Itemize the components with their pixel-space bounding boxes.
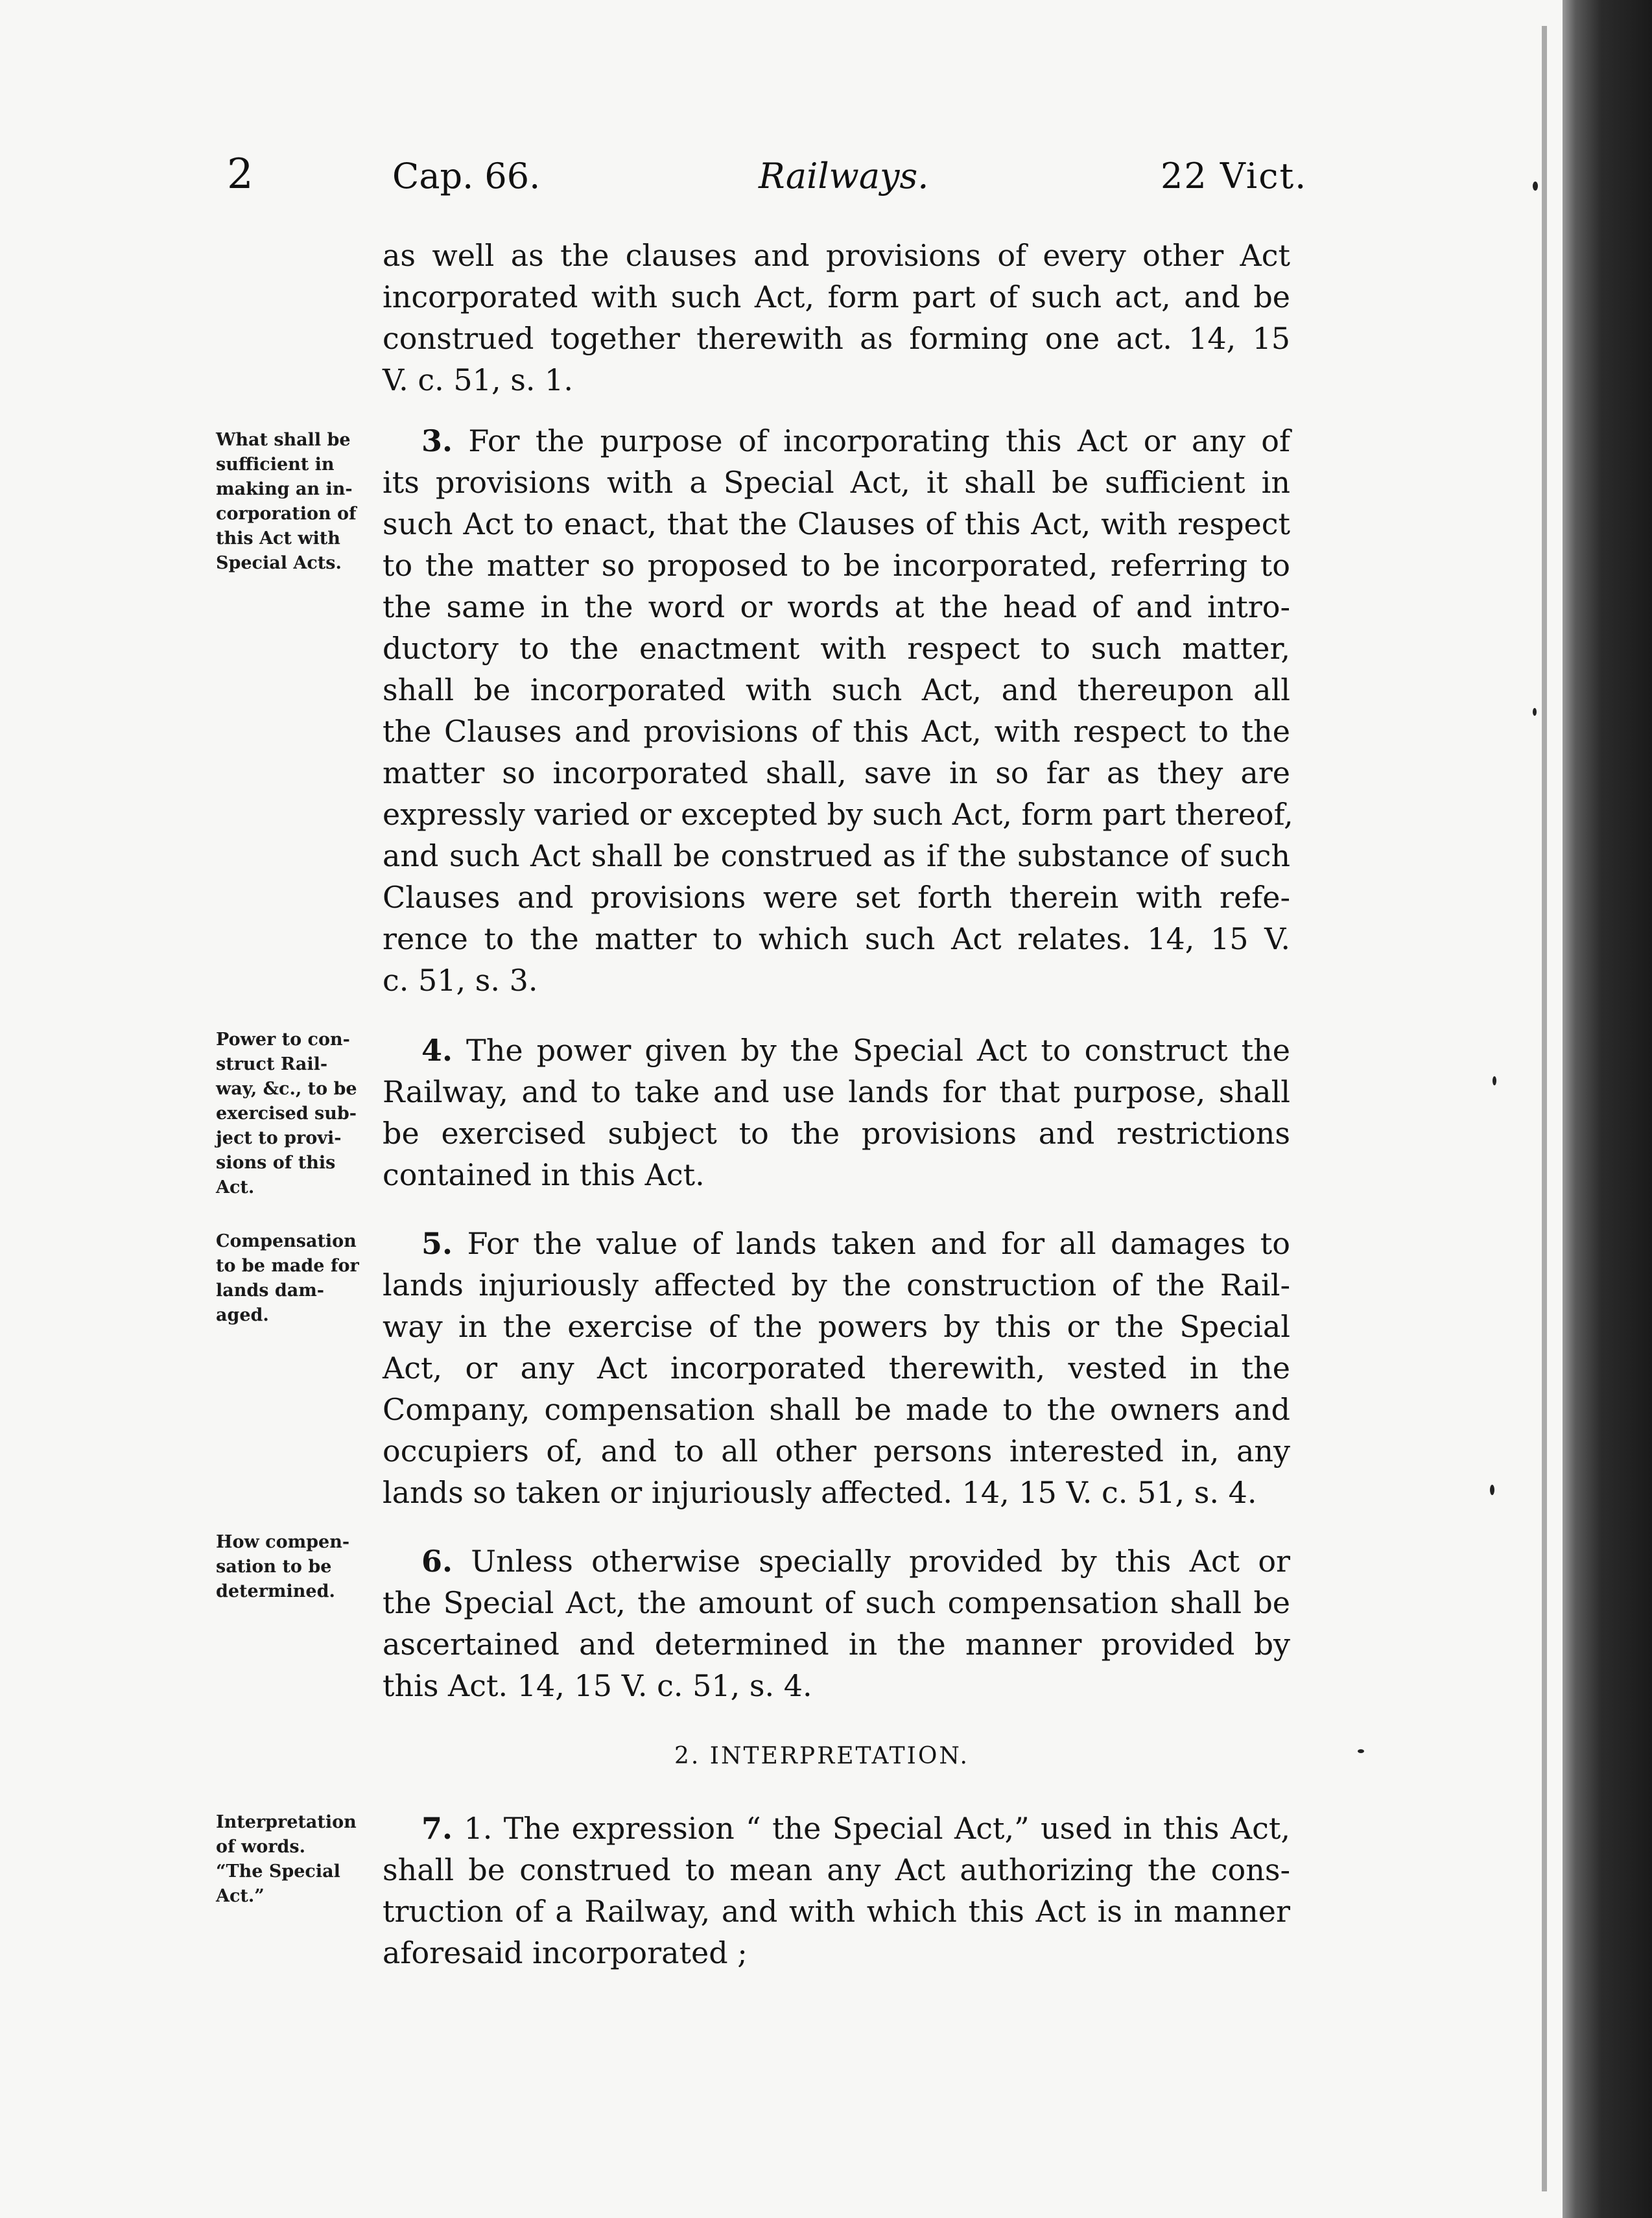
text-line: matter so incorporated shall, save in so far as they are: [383, 755, 1290, 790]
text-line: 5. For the value of lands taken and for all damages to: [421, 1226, 1290, 1261]
margin-note-line: making an in-: [216, 479, 353, 499]
scan-mark: [1533, 708, 1537, 716]
margin-note-line: of words.: [216, 1837, 305, 1857]
margin-note-line: determined.: [216, 1581, 335, 1601]
margin-note-line: struct Rail-: [216, 1054, 328, 1074]
text-line: this Act. 14, 15 V. c. 51, s. 4.: [383, 1668, 812, 1703]
text-line: rence to the matter to which such Act relates. 14, 15 V.: [383, 921, 1290, 956]
text-line: Act, or any Act incorporated therewith, vested in the: [383, 1351, 1290, 1386]
text-line: as well as the clauses and provisions of every other Act: [383, 238, 1290, 273]
text-line: ascertained and determined in the manner provided by: [383, 1627, 1290, 1662]
scan-mark: [1358, 1749, 1364, 1753]
margin-note-line: How compen-: [216, 1532, 350, 1552]
text-line: lands so taken or injuriously affected. 14, 15 V. c. 51, s. 4.: [383, 1475, 1257, 1510]
text-line: be exercised subject to the provisions and restrictions: [383, 1116, 1290, 1151]
margin-note-line: this Act with: [216, 528, 340, 549]
margin-note-section-3: [216, 428, 378, 576]
text-line: lands injuriously affected by the construction of the Rail-: [383, 1268, 1290, 1303]
margin-note-line: sation to be: [216, 1557, 332, 1577]
text-line: 4. The power given by the Special Act to construct the: [421, 1033, 1290, 1068]
margin-note-line: Act.: [216, 1177, 255, 1197]
margin-note-line: sufficient in: [216, 454, 335, 475]
text-line: the Special Act, the amount of such compensation shall be: [383, 1585, 1290, 1620]
section-4-paragraph: [383, 1030, 1290, 1196]
text-line: shall be incorporated with such Act, and thereupon all: [383, 672, 1290, 707]
scan-mark: [1533, 182, 1538, 191]
text-line: V. c. 51, s. 1.: [383, 362, 573, 397]
text-line: such Act to enact, that the Clauses of this Act, with respect: [383, 506, 1290, 541]
book-gutter-edge: [1563, 0, 1652, 2218]
margin-note-line: way, &c., to be: [216, 1079, 357, 1099]
text-line: Clauses and provisions were set forth therein with refe-: [383, 880, 1290, 915]
margin-note-line: corporation of: [216, 504, 357, 524]
section-number: 5.: [421, 1226, 453, 1261]
text-line: shall be construed to mean any Act authorizing the cons-: [383, 1852, 1290, 1887]
text-line: and such Act shall be construed as if the substance of such: [383, 838, 1290, 873]
text-line: 3. For the purpose of incorporating this Act or any of: [421, 423, 1291, 458]
text-line: occupiers of, and to all other persons interested in, any: [383, 1433, 1290, 1469]
chapter-label: Cap. 66.: [392, 156, 541, 196]
text-line: Railway, and to take and use lands for that purpose, shall: [383, 1074, 1290, 1109]
text-line: 6. Unless otherwise specially provided by this Act or: [421, 1544, 1291, 1579]
section-heading-interpretation: 2. INTERPRETATION.: [674, 1743, 969, 1769]
margin-note-line: sions of this: [216, 1153, 336, 1173]
margin-note-line: Special Acts.: [216, 553, 342, 573]
section-6-paragraph: [383, 1540, 1290, 1706]
margin-note-section-5: [216, 1229, 378, 1328]
margin-note-line: exercised sub-: [216, 1103, 357, 1124]
margin-note-line: “The Special: [216, 1861, 340, 1882]
text-line: way in the exercise of the powers by this or the Special: [383, 1309, 1290, 1344]
margin-note-line: Compensation: [216, 1231, 357, 1251]
margin-note-line: aged.: [216, 1305, 269, 1325]
text-line: to the matter so proposed to be incorporated, referring to: [383, 548, 1290, 583]
section-number: 7.: [421, 1811, 453, 1846]
scan-mark: [1490, 1485, 1494, 1495]
regnal-year: 22 Vict.: [1161, 156, 1308, 196]
margin-note-line: lands dam-: [216, 1280, 325, 1301]
text-line: the same in the word or words at the head of and intro-: [383, 589, 1290, 624]
text-line: contained in this Act.: [383, 1157, 705, 1192]
text-line: the Clauses and provisions of this Act, with respect to the: [383, 714, 1290, 749]
text-line: 7. 1. The expression “ the Special Act,” used in this Act,: [421, 1811, 1290, 1846]
margin-note-line: Power to con-: [216, 1030, 350, 1050]
margin-note-line: ject to provi-: [216, 1128, 342, 1148]
page-number: 2: [227, 150, 254, 198]
text-line: truction of a Railway, and with which this Act is in manner: [383, 1894, 1290, 1929]
text-line: expressly varied or excepted by such Act, form part thereof,: [383, 797, 1293, 832]
scan-mark: [1493, 1076, 1496, 1085]
text-line: construed together therewith as forming one act. 14, 15: [383, 321, 1290, 356]
text-line: incorporated with such Act, form part of such act, and be: [383, 279, 1290, 314]
section-number: 3.: [421, 423, 453, 458]
text-line: aforesaid incorporated ;: [383, 1935, 748, 1970]
section-number: 4.: [421, 1033, 453, 1068]
continuation-paragraph: [383, 235, 1290, 401]
margin-note-line: What shall be: [216, 430, 351, 450]
margin-note-line: Interpretation: [216, 1812, 357, 1832]
running-title: Railways.: [759, 156, 929, 196]
section-number: 6.: [421, 1544, 453, 1579]
text-line: c. 51, s. 3.: [383, 963, 538, 998]
text-line: Company, compensation shall be made to the owners and: [383, 1392, 1290, 1427]
margin-note-line: to be made for: [216, 1256, 359, 1276]
margin-note-section-7: [216, 1810, 378, 1909]
margin-note-section-4: [216, 1028, 378, 1200]
text-line: its provisions with a Special Act, it shall be sufficient in: [383, 465, 1290, 500]
section-7-paragraph: [383, 1808, 1290, 1974]
margin-note-section-6: [216, 1530, 378, 1604]
section-3-paragraph: [383, 420, 1293, 1001]
margin-note-line: Act.”: [216, 1886, 265, 1906]
page-edge-line: [1542, 26, 1547, 2191]
section-5-paragraph: [383, 1223, 1290, 1513]
text-line: ductory to the enactment with respect to such matter,: [383, 631, 1290, 666]
